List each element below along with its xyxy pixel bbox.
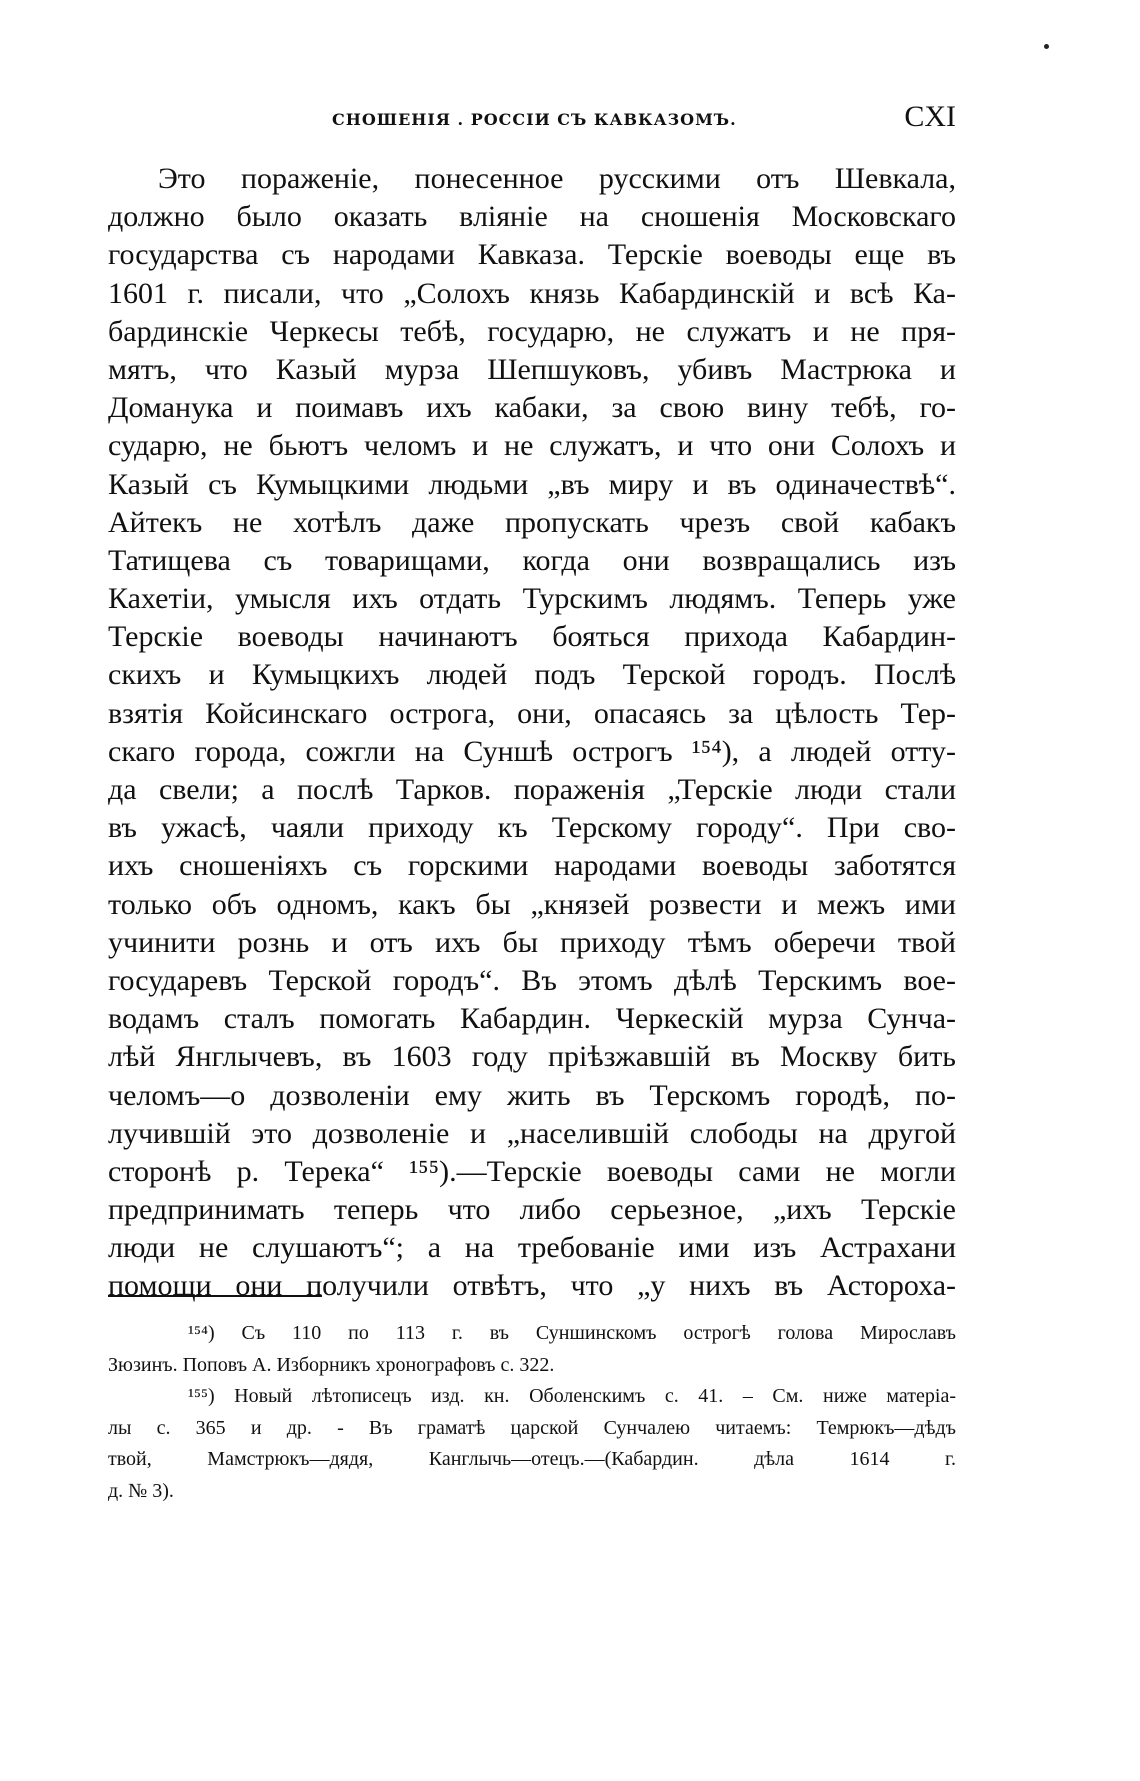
text-line: бардинскіе Черкесы тебѣ, государю, не служатъ и не пря- (108, 314, 956, 348)
running-title: СНОШЕНІЯ . РОССІИ СЪ КАВКАЗОМЪ. (332, 110, 737, 129)
text-line: должно было оказать вліяніе на сношенія Московскаго (108, 200, 956, 234)
footnote-line: лы с. 365 и др. - Въ граматѣ царской Сунчалею читаемъ: Темрюкъ—дѣдъ (108, 1416, 956, 1439)
text-line: Татищева съ товарищами, когда они возвращались изъ (108, 543, 956, 577)
text-line: мятъ, что Казый мурза Шепшуковъ, убивъ Мастрюка и (108, 352, 956, 386)
text-line: скаго города, сожгли на Суншѣ острогъ ¹⁵⁴), а людей отту- (108, 734, 956, 768)
text-line: только объ одномъ, какъ бы „князей розвести и межъ ими (108, 887, 956, 921)
text-line: учинити рознь и отъ ихъ бы приходу тѣмъ оберечи твой (108, 925, 956, 959)
footnote-line: д. № 3). (108, 1479, 174, 1502)
text-line: лучившій это дозволеніе и „населившій слободы на другой (108, 1116, 956, 1150)
text-line: сударю, не бьютъ челомъ и не служатъ, и что они Солохъ и (108, 429, 956, 463)
text-line: 1601 г. писали, что „Солохъ князь Кабардинскій и всѣ Ка- (108, 276, 956, 310)
text-line: ихъ сношеніяхъ съ горскими народами воеводы заботятся (108, 849, 956, 883)
footnote-line: ¹⁵⁵) Новый лѣтописецъ изд. кн. Оболенскимъ с. 41. – См. ниже матеріа- (188, 1385, 956, 1407)
text-line: государевъ Терской городъ“. Въ этомъ дѣлѣ Терскимъ вое- (108, 963, 956, 997)
footnote-line: ¹⁵⁴) Съ 110 по 113 г. въ Суншинскомъ острогѣ голова Мирославъ (188, 1322, 956, 1344)
text-line: челомъ—о дозволеніи ему жить въ Терскомъ городѣ, по- (108, 1078, 956, 1112)
text-line: Терскіе воеводы начинаютъ бояться прихода Кабардин- (108, 620, 956, 654)
footnote-rule (108, 1295, 322, 1297)
text-line: Казый съ Кумыцкими людьми „въ миру и въ одиначествѣ“. (108, 467, 956, 501)
main-text (108, 160, 956, 1306)
text-line: Доманука и поимавъ ихъ кабаки, за свою вину тебѣ, го- (108, 391, 956, 425)
text-line: Это пораженіе, понесенное русскими отъ Шевкала, (158, 162, 956, 195)
text-line: да свели; а послѣ Тарков. пораженія „Терскіе люди стали (108, 773, 956, 806)
text-line: лѣй Янглычевъ, въ 1603 году пріѣзжавшій въ Москву бить (108, 1040, 956, 1074)
text-line: предпринимать теперь что либо серьезное, „ихъ Терскіе (108, 1193, 956, 1227)
footnote-line: Зюзинъ. Поповъ А. Изборникъ хронографовъ с. 322. (108, 1353, 555, 1376)
text-line: Айтекъ не хотѣлъ даже пропускать чрезъ свой кабакъ (108, 505, 956, 539)
footnote-line: твой, Мамстрюкъ—дядя, Канглычь—отецъ.—(Кабардин. дѣла 1614 г. (108, 1448, 956, 1470)
text-line: водамъ сталъ помогать Кабардин. Черкескій мурза Сунча- (108, 1002, 956, 1036)
text-line: въ ужасѣ, чаяли приходу къ Терскому городу“. При сво- (108, 811, 956, 845)
page-number: CXI (904, 100, 956, 133)
scan-speck (1044, 44, 1049, 49)
text-line: помощи они получили отвѣтъ, что „у нихъ въ Астороха- (108, 1269, 956, 1303)
page-header (108, 100, 956, 136)
text-line: государства съ народами Кавказа. Терскіе воеводы еще въ (108, 238, 956, 272)
footnotes (108, 1318, 956, 1507)
text-line: скихъ и Кумыцкихъ людей подъ Терской городъ. Послѣ (108, 658, 956, 692)
text-line: сторонѣ р. Терека“ ¹⁵⁵).—Терскіе воеводы сами не могли (108, 1154, 956, 1188)
text-line: Кахетіи, умысля ихъ отдать Турскимъ людямъ. Теперь уже (108, 582, 956, 616)
text-line: люди не слушаютъ“; а на требованіе ими изъ Астрахани (108, 1231, 956, 1265)
text-line: взятія Койсинскаго острога, они, опасаясь за цѣлость Тер- (108, 696, 956, 730)
